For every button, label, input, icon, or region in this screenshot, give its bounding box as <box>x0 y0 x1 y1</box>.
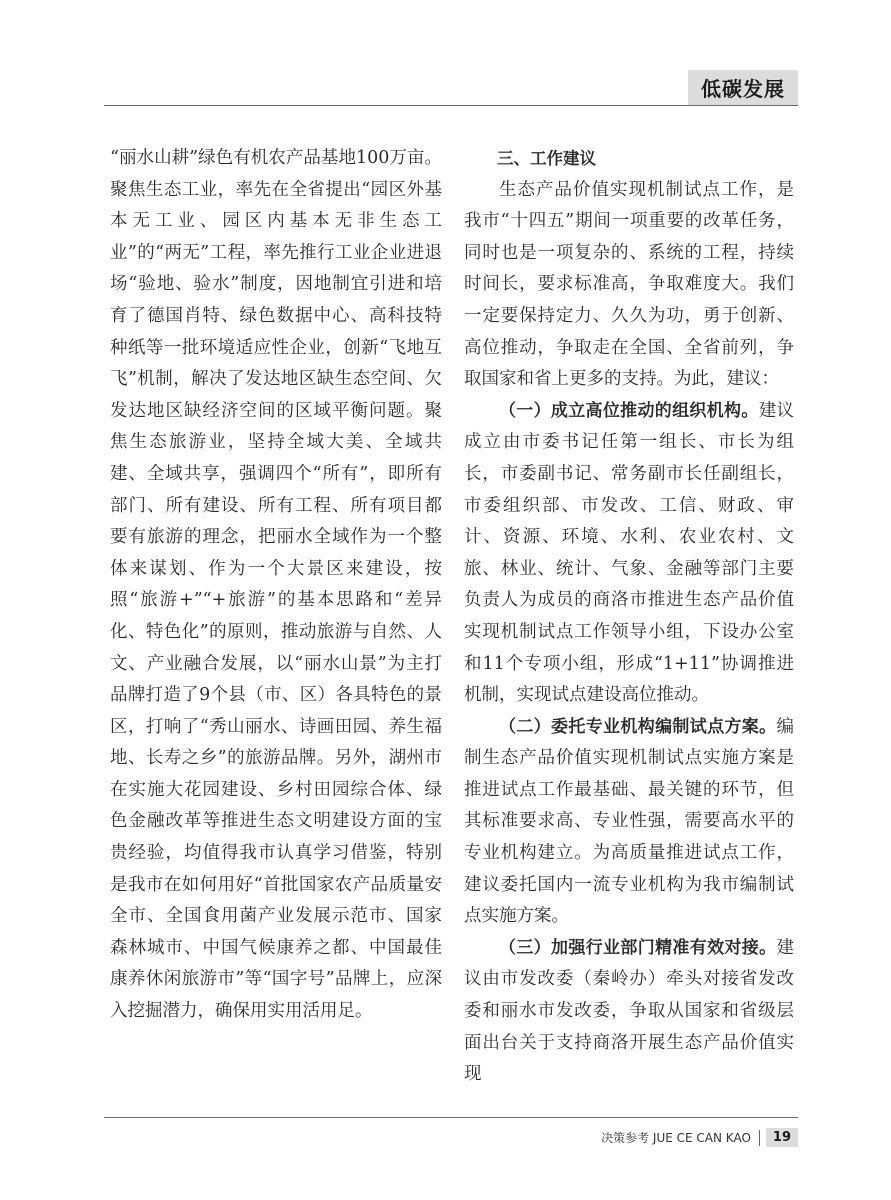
publication-name: 决策参考 JUE CE CAN KAO <box>601 1131 751 1145</box>
right-column <box>464 143 794 1103</box>
section-label: 低碳发展 <box>688 70 798 105</box>
recommendation-1-lead: （一）成立高位推动的组织机构。 <box>499 400 759 421</box>
recommendation-2 <box>464 712 794 933</box>
footer-divider <box>104 1117 798 1118</box>
recommendation-1 <box>464 396 794 712</box>
footer-separator <box>759 1130 760 1146</box>
recommendation-3 <box>464 933 794 1091</box>
header-divider <box>104 105 798 106</box>
recommendation-3-lead: （三）加强行业部门精准有效对接。 <box>499 937 777 958</box>
recommendation-3-body: 建议由市发改委（秦岭办）牵头对接省发改委和丽水市发改委，争取从国家和省级层面出台关于支持商洛开展生态产品价值实现 <box>464 937 794 1085</box>
left-column <box>110 143 442 1103</box>
recommendation-2-lead: （二）委托专业机构编制试点方案。 <box>499 716 777 737</box>
recommendation-2-body: 编制生态产品价值实现机制试点实施方案是推进试点工作最基础、最关键的环节，但其标准要求高、专业性强，需要高水平的专业机构建立。为高质量推进试点工作，建议委托国内一流专业机构为我市编制试点实施方案。 <box>464 716 794 927</box>
section-heading: 三、工作建议 <box>497 149 596 168</box>
left-paragraph-continued: “丽水山耕”绿色有机农产品基地100万亩。聚焦生态工业，率先在全省提出“园区外基本无工业、园区内基本无非生态工业”的“两无”工程，率先推行工业企业进退场“验地、验水”制度，因地制宜引进和培育了德国肖特、绿色数据中心、高科技特种纸等一批环境适应性企业，创新“飞地互飞”机制，解决了发达地区缺生态空间、欠发达地区缺经济空间的区域平衡问题。聚焦生态旅游业，坚持全域大美、全域共建、全域共享，强调四个“所有”，即所有部门、所有建设、所有工程、所有项目都要有旅游的理念，把丽水全域作为一个整体来谋划、作为一个大景区来建设，按照“旅游+”“+旅游”的基本思路和“差异化、特色化”的原则，推动旅游与自然、人文、产业融合发展，以“丽水山景”为主打品牌打造了9个县（市、区）各具特色的景区，打响了“秀山丽水、诗画田园、养生福地、长寿之乡”的旅游品牌。另外，湖州市在实施大花园建设、乡村田园综合体、绿色金融改革等推进生态文明建设方面的宝贵经验，均值得我市认真学习借鉴，特别是我市在如何用好“首批国家农产品质量安全市、全国食用菌产业发展示范市、国家森林城市、中国气候康养之都、中国最佳康养休闲旅游市”等“国字号”品牌上，应深入挖掘潜力，确保用实用活用足。 <box>110 148 442 1022</box>
intro-paragraph: 生态产品价值实现机制试点工作，是我市“十四五”期间一项重要的改革任务，同时也是一项复杂的、系统的工程，持续时间长，要求标准高，争取难度大。我们一定要保持定力、久久为功，勇于创新、高位推动，争取走在全国、全省前列，争取国家和省上更多的支持。为此，建议： <box>464 179 794 390</box>
page-number: 19 <box>766 1128 798 1147</box>
page-footer <box>601 1128 798 1147</box>
recommendation-1-body: 建议成立由市委书记任第一组长、市长为组长，市委副书记、常务副市长任副组长，市委组织部、市发改、工信、财政、审计、资源、环境、水利、农业农村、文旅、林业、统计、气象、金融等部门主要负责人为成员的商洛市推进生态产品价值实现机制试点工作领导小组，下设办公室和11个专项小组，形成“1+11”协调推进机制，实现试点建设高位推动。 <box>464 400 794 706</box>
